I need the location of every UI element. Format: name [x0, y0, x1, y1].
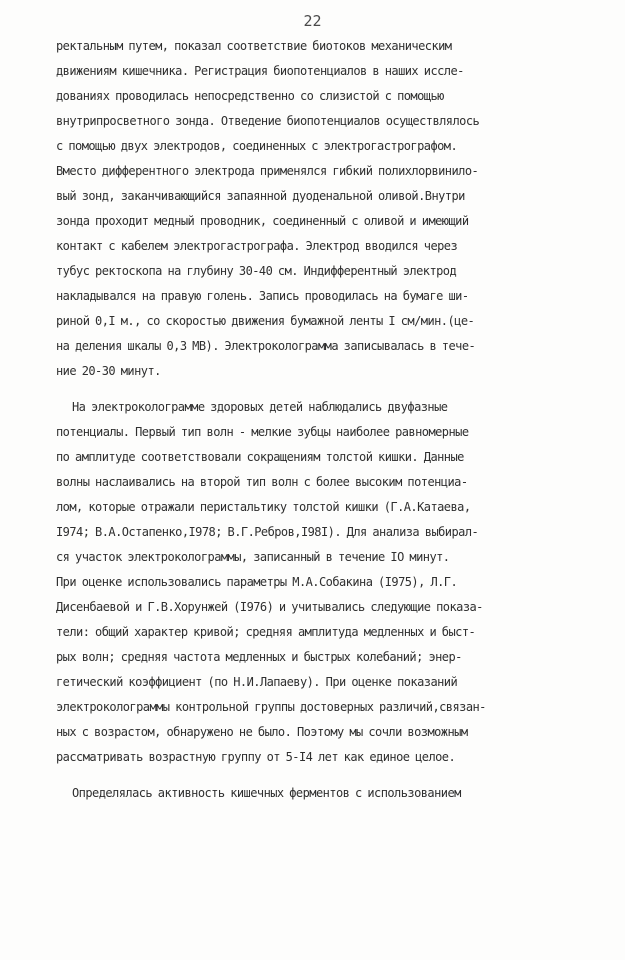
text-line: гетический коэффициент (по Н.И.Лапаеву). При оценке показаний: [56, 675, 458, 689]
text-line: с помощью двух электродов, соединенных с электрогастрографом.: [56, 139, 458, 153]
paragraph-3: [56, 781, 596, 806]
text-line: рых волн; средняя частота медленных и быстрых колебаний; энер-: [56, 650, 462, 664]
text-line: Дисенбаевой и Г.В.Хорунжей (I976) и учитывались следующие показа-: [56, 600, 483, 614]
paragraph-1: [56, 34, 596, 384]
text-line: тубус ректоскопа на глубину 30-40 см. Индифферентный электрод: [56, 264, 457, 278]
paragraph-2: [56, 395, 596, 770]
text-line: дованиях проводилась непосредственно со слизистой с помощью: [56, 89, 444, 103]
text-line: рассматривать возрастную группу от 5-I4 лет как единое целое.: [56, 750, 456, 764]
text-line: Определялась активность кишечных ферментов с использованием: [72, 786, 461, 800]
text-line: На электроколограмме здоровых детей наблюдались двуфазные: [72, 400, 448, 414]
text-line: тели: общий характер кривой; средняя амплитуда медленных и быст-: [56, 625, 476, 639]
text-line: Вместо дифферентного электрода применялся гибкий полихлорвинило-: [56, 164, 479, 178]
text-line: ректальным путем, показал соответствие биотоков механическим: [56, 39, 452, 53]
text-line: ных с возрастом, обнаружено не было. Поэтому мы сочли возможным: [56, 725, 468, 739]
text-line: внутрипросветного зонда. Отведение биопотенциалов осуществлялось: [56, 114, 480, 128]
page-number: 22: [303, 12, 322, 30]
text-line: волны наслаивались на второй тип волн с более высоким потенциа-: [56, 475, 468, 489]
text-line: I974; В.А.Остапенко,I978; В.Г.Ребров,I98I). Для анализа выбирал-: [56, 525, 479, 539]
text-line: потенциалы. Первый тип волн - мелкие зубцы наиболее равномерные: [56, 425, 469, 439]
text-line: накладывался на правую голень. Запись проводилась на бумаге ши-: [56, 289, 469, 303]
text-line: ся участок электроколограммы, записанный в течение IO минут.: [56, 550, 450, 564]
body-text: [56, 34, 596, 806]
text-line: электроколограммы контрольной группы достоверных различий,связан-: [56, 700, 486, 714]
text-line: движениям кишечника. Регистрация биопотенциалов в наших иссле-: [56, 64, 464, 78]
text-line: лом, которые отражали перистальтику толстой кишки (Г.А.Катаева,: [56, 500, 471, 514]
text-line: При оценке использовались параметры М.А.Собакина (I975), Л.Г.: [56, 575, 458, 589]
text-line: по амплитуде соответствовали сокращениям толстой кишки. Данные: [56, 450, 464, 464]
text-line: контакт с кабелем электрогастрографа. Электрод вводился через: [56, 239, 458, 253]
text-line: зонда проходит медный проводник, соединенный с оливой и имеющий: [56, 214, 469, 228]
text-line: вый зонд, заканчивающийся запаянной дуоденальной оливой.Внутри: [56, 189, 465, 203]
text-line: риной 0,I м., со скоростью движения бумажной ленты I см/мин.(це-: [56, 314, 475, 328]
text-line: на деления шкалы 0,3 МВ). Электроколограмма записывалась в тече-: [56, 339, 476, 353]
text-line: ние 20-30 минут.: [56, 364, 161, 378]
